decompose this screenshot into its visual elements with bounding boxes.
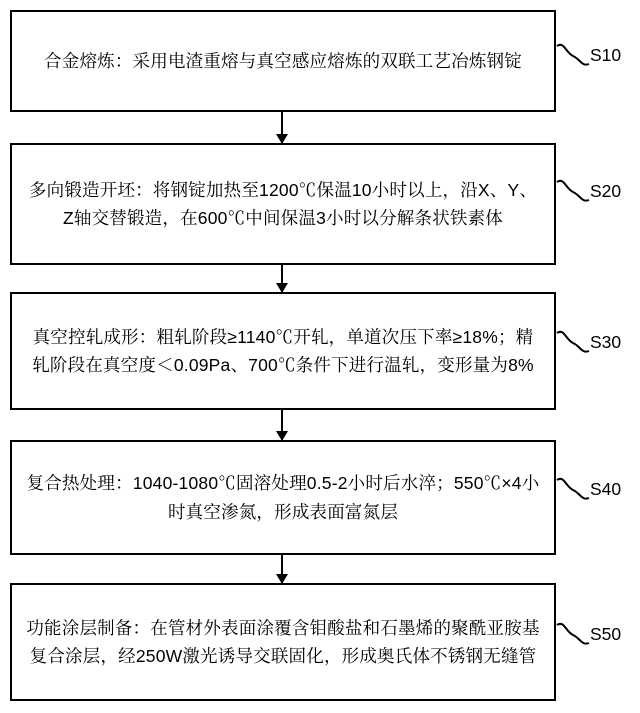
connector-arrow-3 — [281, 410, 283, 440]
flow-step-s40-label: S40 — [590, 479, 622, 499]
flow-step-s30-label: S30 — [590, 332, 622, 352]
callout-squiggle-s10 — [556, 43, 590, 69]
flow-step-s40 — [10, 440, 556, 555]
flow-step-s20-label: S20 — [590, 181, 622, 201]
flow-step-s30-text: 真空控轧成形：粗轧阶段≥1140℃开轧，单道次压下率≥18%；精轧阶段在真空度＜0.09Pa、700℃条件下进行温轧，变形量为8% — [32, 326, 534, 375]
flow-step-s10 — [10, 10, 556, 112]
flow-step-s40-text: 复合热处理：1040-1080℃固溶处理0.5-2小时后水淬；550℃×4小时真空渗氮，形成表面富氮层 — [26, 473, 540, 522]
connector-arrow-1 — [281, 112, 283, 143]
flow-step-s10-label: S10 — [590, 45, 622, 65]
callout-squiggle-s50 — [556, 622, 590, 648]
callout-squiggle-s20 — [556, 179, 590, 205]
flow-step-s20-text: 多向锻造开坯：将钢锭加热至1200℃保温10小时以上，沿X、Y、Z轴交替锻造，在600℃中间保温3小时以分解条状铁素体 — [28, 179, 538, 228]
flow-step-s50-text: 功能涂层制备：在管材外表面涂覆含钼酸盐和石墨烯的聚酰亚胺基复合涂层，经250W激光诱导交联固化，形成奥氏体不锈钢无缝管 — [26, 617, 540, 666]
flow-step-s10-text: 合金熔炼：采用电渣重熔与真空感应熔炼的双联工艺冶炼钢锭 — [44, 50, 522, 71]
flow-step-s20 — [10, 143, 556, 265]
callout-squiggle-s40 — [556, 477, 590, 503]
connector-arrow-4 — [281, 555, 283, 583]
flow-step-s50-label: S50 — [590, 624, 622, 644]
flow-step-s30 — [10, 292, 556, 410]
flow-step-s50 — [10, 583, 556, 701]
callout-squiggle-s30 — [556, 330, 590, 356]
connector-arrow-2 — [281, 265, 283, 292]
